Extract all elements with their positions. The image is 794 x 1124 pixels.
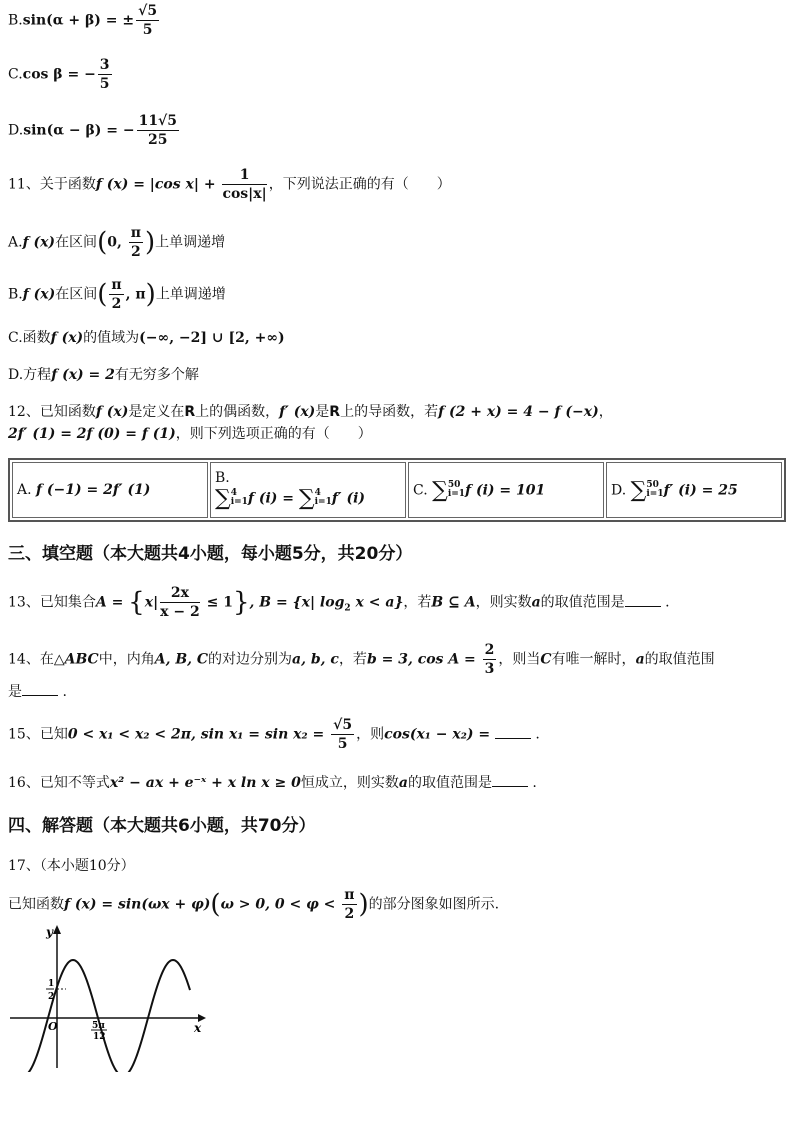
section-heading-solutions: 四、解答题（本大题共6小题，共70分） <box>8 816 316 836</box>
fraction: $\frac{3}{5}$ <box>99 57 110 92</box>
option-label: C. <box>8 66 23 83</box>
answer-blank[interactable] <box>492 774 528 787</box>
fraction: $\frac{\pi}{2}$ <box>111 277 122 312</box>
fraction: $\frac{\pi}{2}$ <box>344 887 355 922</box>
option-label: B. <box>8 12 23 29</box>
answer-blank[interactable] <box>495 726 531 739</box>
option-d-line <box>8 112 181 149</box>
option-expr: sin(α − β) = − <box>23 122 135 139</box>
q11-option-b: B.f (x)在区间( $\frac{\pi}{2}$ , π)上单调递增 <box>8 277 226 312</box>
q11-option-a: A.f (x)在区间(0, $\frac{\pi}{2}$ )上单调递增 <box>8 225 226 260</box>
q11-option-c: C.函数f (x)的值域为(−∞, −2] ∪ [2, +∞) <box>8 330 285 346</box>
fraction: $\frac{11√5}{25}$ <box>138 113 178 148</box>
q11-option-d: D.方程f (x) = 2有无穷多个解 <box>8 367 199 383</box>
question-17-header: 17、（本小题10分） <box>8 858 135 874</box>
question-17: 已知函数f (x) = sin(ωx + φ)(ω > 0, 0 < φ < $\frac{\pi}{2}$ )的部分图象如图所示. <box>8 887 500 922</box>
y-tick-den: 2 <box>48 992 55 1002</box>
question-12: 12、已知函数f (x)是定义在R上的偶函数，f′ (x)是R上的导函数，若f (2 + x) = 4 − f (−x)， <box>8 404 613 420</box>
question-14-line2: 是 . <box>8 684 67 700</box>
option-b-line <box>8 2 161 39</box>
q12-options-table <box>8 458 786 522</box>
sine-graph-figure <box>8 922 208 1072</box>
answer-blank[interactable] <box>625 594 661 607</box>
q12-option-c: C. ∑50 i=1f (i) = 101 <box>408 462 604 518</box>
question-14: 14、在△ABC中，内角A, B, C的对边分别为a, b, c，若b = 3, cos A = $\frac{2}{3}$ ，则当C有唯一解时，a的取值范围 <box>8 642 715 677</box>
section-heading-fill-blank: 三、填空题（本大题共4小题，每小题5分，共20分） <box>8 544 413 564</box>
question-13: 13、已知集合A = {x| $\frac{2x}{x - 2}$ ≤ 1}, B = {x| $\log_2 x < a$}，若B ⊆ A，则实数a的取值范围是 . <box>8 585 670 620</box>
option-expr: cos β = − <box>22 66 96 83</box>
fraction: $\frac{√5}{5}$ <box>138 3 158 38</box>
option-expr: sin(α + β) = ± <box>22 12 135 29</box>
sine-curve <box>20 960 190 1072</box>
y-axis-label: y <box>46 925 53 939</box>
fraction: $\frac{\pi}{2}$ <box>130 225 141 260</box>
question-16: 16、已知不等式x² − ax + e⁻ˣ + x ln x ≥ 0恒成立，则实数a的取值范围是 . <box>8 775 537 791</box>
answer-blank[interactable] <box>22 683 58 696</box>
q12-option-b: B. ∑4 i=1f (i) = ∑4 i=1f′ (i) <box>210 462 406 518</box>
fraction: $\frac{1}{\cos|x|}$ <box>222 167 267 202</box>
x-tick-num: 5π <box>92 1021 105 1031</box>
option-label: D. <box>8 122 24 139</box>
q12-option-d: D. ∑50 i=1f′ (i) = 25 <box>606 462 782 518</box>
x-tick-den: 12 <box>93 1032 106 1042</box>
fraction: $\frac{√5}{5}$ <box>333 717 353 752</box>
question-15: 15、已知0 < x₁ < x₂ < 2π, sin x₁ = sin x₂ = $\frac{√5}{5}$ ，则cos(x₁ − x₂) = . <box>8 717 540 752</box>
y-axis-arrow <box>53 925 61 934</box>
x-axis-label: x <box>194 1021 202 1035</box>
question-11: 11、关于函数f (x) = |cos x| + $\frac{1}{\cos|x|}$ ，下列说法正确的有（ ） <box>8 167 451 202</box>
origin-label: O <box>48 1020 58 1033</box>
option-c-line <box>8 56 114 93</box>
y-tick-num: 1 <box>48 979 55 989</box>
question-12-line2: 2f′ (1) = 2f (0) = f (1)，则下列选项正确的有（ ） <box>8 426 372 442</box>
q12-option-a: A. f (−1) = 2f′ (1) <box>12 462 208 518</box>
fraction: $\frac{2}{3}$ <box>484 642 495 677</box>
fraction: $\frac{2x}{x - 2}$ <box>160 585 200 620</box>
